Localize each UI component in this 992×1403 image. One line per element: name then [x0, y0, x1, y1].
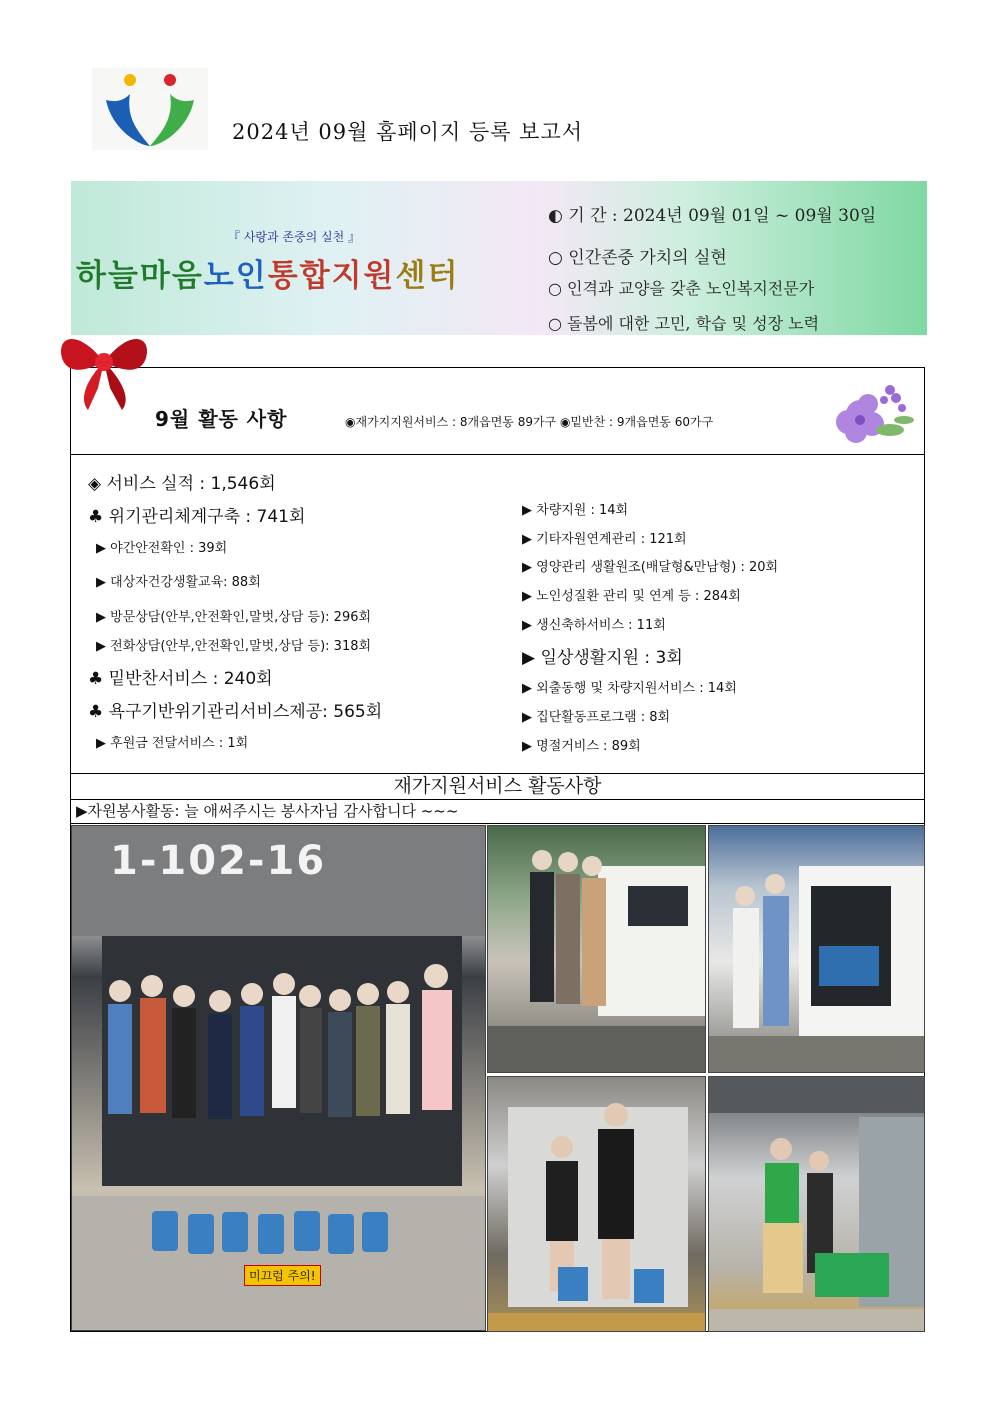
basket-delivery-photo: [708, 1076, 925, 1332]
stat-item: ▶ 일상생활지원 : 3회: [522, 648, 683, 668]
car-trunk-delivery-photo: [708, 825, 925, 1073]
divider: [71, 823, 924, 824]
stat-item: ▶ 외출동행 및 차량지원서비스 : 14회: [522, 681, 737, 696]
stat-item: ▶ 야간안전확인 : 39회: [96, 541, 228, 556]
center-name: [76, 250, 459, 295]
stat-item: ▶ 방문상담(안부,안전확인,말벗,상담 등): 296회: [96, 610, 372, 625]
stat-item: ♣ 밑반찬서비스 : 240회: [88, 669, 273, 689]
ribbon-bow-decoration: [48, 318, 160, 414]
core-value: ○ 인간존중 가치의 실현: [548, 248, 727, 268]
stat-item: ▶ 명절거비스 : 89회: [522, 739, 641, 754]
center-name-part: 통합지원: [267, 258, 396, 294]
building-number-sign: 1-102-16: [110, 838, 327, 884]
stat-item: ▶ 전화상담(안부,안전확인,말벗,상담 등): 318회: [96, 639, 372, 654]
stat-item: ▶ 노인성질환 관리 및 연계 등 : 284회: [522, 589, 741, 604]
stat-item: ♣ 욕구기반위기관리서비스제공: 565회: [88, 702, 383, 722]
slogan: 『 사랑과 존중의 실천 』: [228, 230, 360, 244]
center-name-part: 하늘마음: [76, 258, 204, 294]
caution-sign: 미끄럼 주의!: [244, 1265, 321, 1286]
stat-item: ▶ 집단활동프로그램 : 8회: [522, 710, 671, 725]
group-volunteer-photo: [71, 825, 486, 1331]
core-value: ○ 돌봄에 대한 고민, 학습 및 성장 노력: [548, 314, 820, 333]
section-title: 9월 활동 사항: [155, 407, 288, 431]
van-volunteers-photo: [487, 825, 706, 1073]
stat-item: ▶ 영양관리 생활원조(배달형&만남형) : 20회: [522, 560, 779, 575]
stat-item: ▶ 생신축하서비스 : 11회: [522, 618, 666, 633]
period: ◐ 기 간 : 2024년 09월 01일 ~ 09월 30일: [548, 206, 877, 226]
volunteer-note: ▶자원봉사활동: 늘 애써주시는 봉사자님 감사합니다 ~~~: [76, 802, 459, 820]
stat-item: ▶ 기타자원연계관리 : 121회: [522, 532, 687, 547]
section-summary: ◉재가지지원서비스 : 8개읍면동 89가구 ◉밑반찬 : 9개읍면동 60가구: [345, 415, 714, 429]
stat-item: ▶ 후원금 전달서비스 : 1회: [96, 736, 249, 751]
stat-item: ♣ 위기관리체계구축 : 741회: [88, 507, 306, 527]
center-name-part: 센터: [395, 258, 460, 294]
core-value: ○ 인격과 교양을 갖춘 노인복지전문가: [548, 279, 815, 298]
report-title: 2024년 09월 홈페이지 등록 보고서: [232, 120, 584, 144]
organization-logo: [92, 68, 208, 150]
center-name-part: 노인: [203, 258, 268, 294]
young-volunteers-photo: [487, 1076, 706, 1332]
stat-item: ◈ 서비스 실적 : 1,546회: [88, 474, 276, 494]
activity-title: 재가지원서비스 활동사항: [393, 775, 602, 797]
stat-item: ▶ 차량지원 : 14회: [522, 503, 629, 518]
flower-decoration: [820, 374, 918, 450]
stat-item: ▶ 대상자건강생활교육: 88회: [96, 575, 261, 590]
